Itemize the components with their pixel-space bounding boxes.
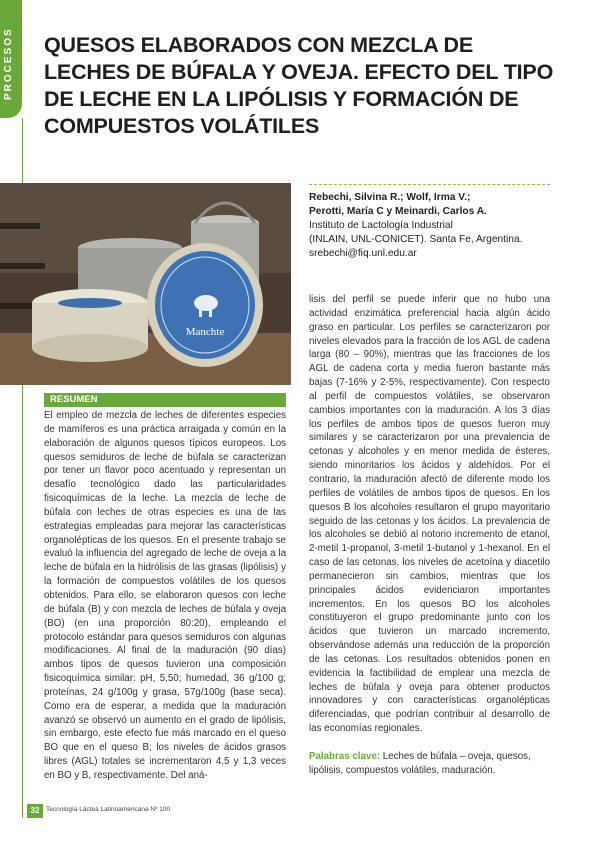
affiliation: (INLAIN, UNL-CONICET). Santa Fe, Argentina.	[309, 234, 523, 245]
resumen-label: RESUMEN	[50, 394, 98, 405]
keywords-label: Palabras clave:	[309, 751, 381, 762]
authors-divider	[309, 184, 550, 185]
cheese-photo	[0, 183, 291, 385]
author-email[interactable]: srebechi@fiq.unl.edu.ar	[309, 248, 417, 259]
keywords-text: Leches de búfala – oveja, quesos, lipólisis, compuestos volátiles, maduración.	[309, 751, 531, 776]
keywords	[309, 750, 550, 778]
section-tab-label: PROCESOS	[3, 27, 14, 100]
authors-block	[309, 191, 559, 261]
magazine-name: Tecnología Láctea Latinoamericana Nº 100	[46, 806, 171, 813]
institute: Instituto de Lactología Industrial	[309, 220, 453, 231]
abstract-right-column: lisis del perfil se puede inferir que no hubo una actividad enzimática preferencial hacia algún ácido graso en particular. Los perfiles se caracterizaron por niveles elevados para la fracción de los AGL de cadena larga (80 – 90%), mientras que las fracciones de los AGL de cadena corta y media fueron bastante más bajas (7-16% y 2-5%, respectivamente). Con respecto al perfil de compuestos volátiles, se observaron cambios importantes con la maduración. A los 3 días los perfiles de ambos tipos de quesos fueron muy similares y se caracterizaron por una prevalencia de cetonas y alcoholes y en menor medida de ésteres, siendo minoritarios los ácidos y aldehídos. Por el contrario, la maduración afectó de diferente modo los perfiles de volátiles de ambos tipos de quesos. En los quesos B los alcoholes resultaron el grupo mayoritario seguido de las cetonas y los ácidos. La prevalencia de los alcoholes se debió al notorio incremento de etanol, 2-metil 1-propanol, 3-metil 1-butanol y 1-hexanol. En el caso de las cetonas, los niveles de acetoína y diacetilo permanecieron sin cambios, mientras que los principales ácidos evidenciaron importantes incrementos. En los quesos BO los alcoholes constituyeron el grupo predominante junto con los ácidos que tuvieron un marcado incremento, observándose además una reducción de la proporción de las cetonas. Los resultados obtenidos ponen en evidencia la factibilidad de emplear una mezcla de leches de búfala y oveja para obtener productos innovadores y con características organolépticas diferenciadas, que podrían contribuir al desarrollo de las economías regionales.	[309, 294, 550, 735]
section-tab	[0, 0, 22, 118]
abstract-left-column: El empleo de mezcla de leches de diferentes especies de mamíferos es una práctica arraigada y común en la elaboración de algunos quesos típicos europeos. Los quesos semiduros de leche de búfala se caracterizan por tener un flavor poco acentuado y representan un desafío tecnológico dado las particularidades fisicoquímicas de la leche. La mezcla de leche de búfala con leches de otras especies es una de las estrategias empleadas para mejorar las características organolépticas de los quesos. En el presente trabajo se evaluó la influencia del agregado de leche de oveja a la leche de búfala en la hidrólisis de las grasas (lipólisis) y la formación de compuestos volátiles de los quesos obtenidos. Para ello, se elaboraron quesos con leche de búfala (B) y con mezcla de leches de búfala y oveja (BO) (en una proporción 80:20), empleando el protocolo estándar para quesos semiduros con algunas modificaciones. Al final de la maduración (90 días) ambos tipos de quesos tuvieron una composición fisicoquímica similar: pH, 5,50; humedad, 36 g/100 g; proteínas, 24 g/100g y grasa, 57g/100g (base seca). Como era de esperar, a medida que la maduración avanzó se observó un aumento en el grado de lipólisis, sin embargo, este efecto fue más marcado en el queso BO que en el queso B; los niveles de ácidos grasos libres (AGL) totales se incrementaron 4,5 y 1,3 veces en BO y B, respectivamente. Del aná-	[44, 410, 286, 781]
resumen-header	[44, 393, 286, 407]
article-title: QUESOS ELABORADOS CON MEZCLA DE LECHES DE BÚFALA Y OVEJA. EFECTO DEL TIPO DE LECHE EN LA LIPÓLISIS Y FORMACIÓN DE COMPUESTOS VOLÁTILES	[44, 33, 554, 138]
cheese-illustration	[0, 183, 291, 385]
page-number: 32	[27, 804, 43, 818]
author-names-1: Rebechi, Silvina R.; Wolf, Irma V.;	[309, 192, 471, 203]
cheese-label: Manchte	[185, 326, 225, 338]
author-names-2: Perotti, María C y Meinardi, Carlos A.	[309, 206, 487, 217]
